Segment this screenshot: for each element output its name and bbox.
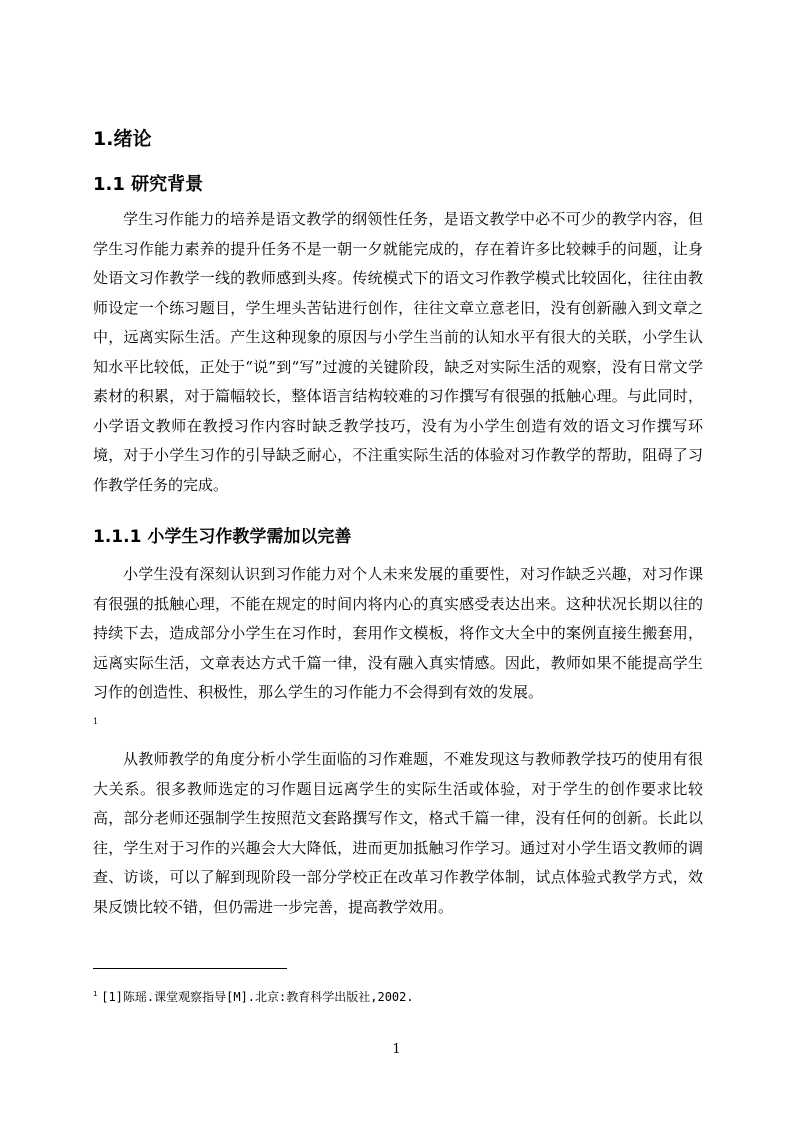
subsection-heading: 1.1.1 小学生习作教学需加以完善: [93, 527, 352, 547]
footnote-separator: [93, 968, 287, 969]
section-paragraph: 学生习作能力的培养是语文教学的纲领性任务，是语文教学中必不可少的教学内容，但学生习作能力素养的提升任务不是一朝一夕就能完成的，存在着许多比较棘手的问题，让身处语文习作教学一线的教师感到头疼。传统模式下的语文习作教学模式比较固化，往往由教师设定一个练习题目，学生埋头苦钻进行创作，往往文章立意老旧，没有创新融入到文章之中，远离实际生活。产生这种现象的原因与小学生当前的认知水平有很大的关联，小学生认知水平比较低，正处于“说”到“写”过渡的关键阶段，缺乏对实际生活的观察，没有日常文学素材的积累，对于篇幅较长，整体语言结构较难的习作撰写有很强的抵触心理。与此同时，小学语文教师在教授习作内容时缺乏教学技巧，没有为小学生创造有效的语文习作撰写环境，对于小学生习作的引导缺乏耐心，不注重实际生活的体验对习作教学的帮助，阻碍了习作教学任务的完成。: [93, 210, 703, 494]
footnote-marker: 1: [93, 990, 98, 998]
footnote-text: [1]陈瑶.课堂观察指导[M].北京:教育科学出版社,2002.: [101, 990, 414, 1004]
footnote: [93, 985, 414, 1006]
chapter-heading: 1.绪论: [93, 128, 152, 150]
subsection-paragraph-2: 从教师教学的角度分析小学生面临的习作难题，不难发现这与教师教学技巧的使用有很大关系。很多教师选定的习作题目远离学生的实际生活或体验，对于学生的创作要求比较高，部分老师还强制学生按照范文套路撰写作文，格式千篇一律，没有任何的创新。长此以往，学生对于习作的兴趣会大大降低，进而更加抵触习作学习。通过对小学生语文教师的调查、访谈，可以了解到现阶段一部分学校正在改革习作教学体制，试点体验式教学方式，效果反馈比较不错，但仍需进一步完善，提高教学效用。: [93, 750, 703, 916]
footnote-reference[interactable]: 1: [93, 717, 99, 726]
subsection-paragraph-1: 小学生没有深刻认识到习作能力对个人未来发展的重要性，对习作缺乏兴趣，对习作课有很强的抵触心理，不能在规定的时间内将内心的真实感受表达出来。这种状况长期以往的持续下去，造成部分小学生在习作时，套用作文模板，将作文大全中的案例直接生搬套用，远离实际生活，文章表达方式千篇一律，没有融入真实情感。因此，教师如果不能提高学生习作的创造性、积极性，那么学生的习作能力不会得到有效的发展。: [93, 565, 703, 701]
section-heading: 1.1 研究背景: [93, 174, 204, 195]
page-number: 1: [392, 1042, 401, 1057]
